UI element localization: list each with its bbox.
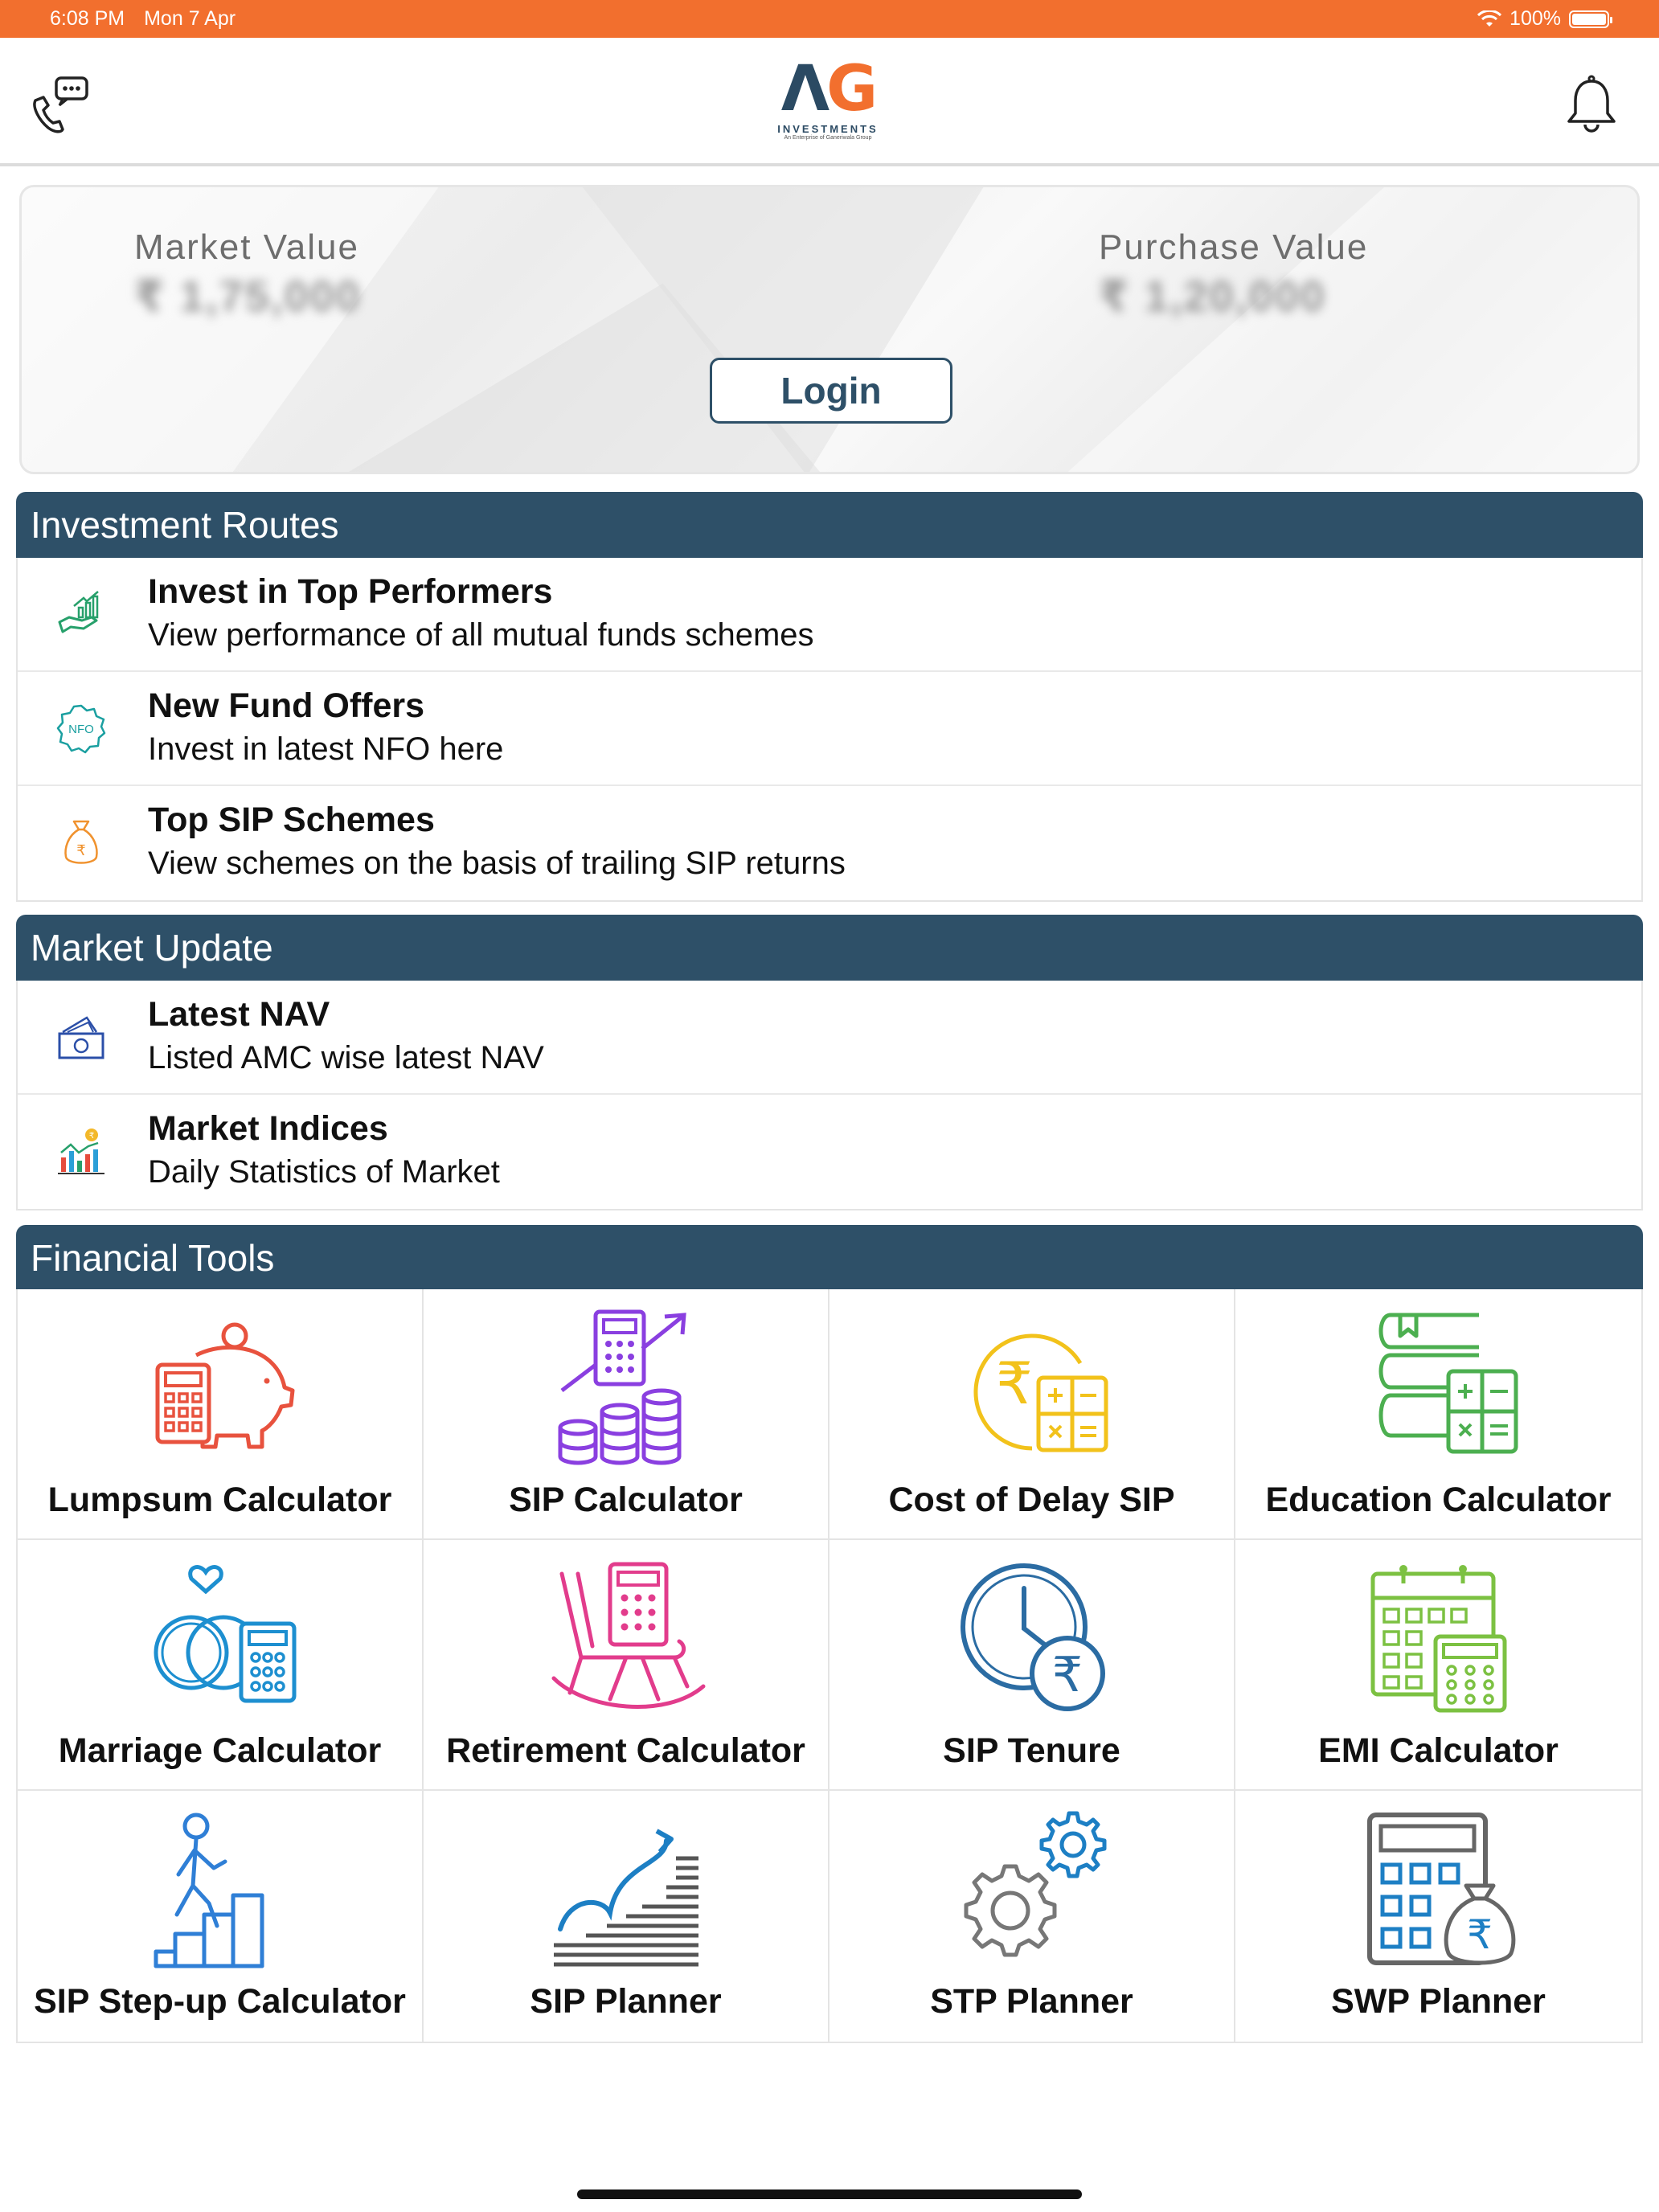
investment-routes-header: Investment Routes [16, 492, 1643, 558]
calendar-calculator-icon [1358, 1558, 1519, 1718]
portfolio-card [19, 185, 1640, 474]
list-item-subtitle: View performance of all mutual funds schemes [148, 617, 814, 653]
list-item-title: Top SIP Schemes [148, 801, 435, 839]
money-bag-icon [55, 817, 108, 870]
brand-logo [772, 55, 884, 152]
purchase-value-amount: ₹ 1,20,000 [1099, 272, 1326, 321]
app-header [0, 38, 1659, 166]
tool-education-calculator[interactable] [1235, 1289, 1641, 1540]
tool-label: SIP Tenure [943, 1731, 1120, 1770]
market-value-block [134, 227, 362, 322]
list-item-top-sip-schemes[interactable] [18, 786, 1641, 900]
svg-text:₹: ₹ [76, 842, 86, 859]
market-value-label: Market Value [134, 227, 359, 267]
tool-retirement-calculator[interactable] [424, 1540, 830, 1791]
tool-lumpsum-calculator[interactable] [18, 1289, 424, 1540]
login-button[interactable]: Login [710, 358, 952, 424]
rings-calculator-icon [140, 1558, 301, 1718]
list-item-title: New Fund Offers [148, 686, 425, 725]
purchase-value-label: Purchase Value [1099, 227, 1369, 267]
tool-sip-tenure[interactable] [830, 1540, 1235, 1791]
tool-label: Marriage Calculator [58, 1731, 382, 1770]
tool-emi-calculator[interactable] [1235, 1540, 1641, 1791]
list-item-subtitle: View schemes on the basis of trailing SIP returns [148, 846, 846, 881]
tool-sip-calculator[interactable] [424, 1289, 830, 1540]
logo-tagline: An Enterprise of Ganeriwala Group [784, 135, 872, 141]
tool-label: SIP Planner [530, 1982, 722, 2021]
tool-marriage-calculator[interactable] [18, 1540, 424, 1791]
investment-routes-list [16, 558, 1643, 902]
list-item-subtitle: Listed AMC wise latest NAV [148, 1040, 544, 1075]
svg-text:₹: ₹ [1466, 1911, 1493, 1958]
chat-phone-icon[interactable] [24, 72, 92, 139]
tool-sip-step-up-calculator[interactable] [18, 1791, 424, 2042]
tool-label: Retirement Calculator [446, 1731, 805, 1770]
rupee-calculator-icon [952, 1307, 1112, 1468]
tool-label: Cost of Delay SIP [888, 1481, 1175, 1519]
purchase-value-block [1099, 227, 1368, 322]
nfo-badge-icon [55, 703, 108, 756]
tool-label: SIP Calculator [509, 1481, 743, 1519]
market-update-header: Market Update [16, 915, 1643, 981]
wifi-icon [1477, 10, 1501, 28]
piggy-calculator-icon [140, 1307, 301, 1468]
list-item-new-fund-offers[interactable] [18, 672, 1641, 786]
svg-text:₹: ₹ [1051, 1647, 1083, 1703]
status-time: 6:08 PM [50, 7, 125, 30]
list-item-market-indices[interactable] [18, 1095, 1641, 1209]
financial-tools-header: Financial Tools [16, 1225, 1643, 1291]
logo-mark: ΛG [780, 53, 875, 125]
svg-text:₹: ₹ [995, 1350, 1033, 1417]
home-indicator[interactable] [577, 2189, 1082, 2199]
tool-label: Lumpsum Calculator [47, 1481, 392, 1519]
status-date: Mon 7 Apr [144, 7, 236, 30]
cash-icon [55, 1011, 108, 1064]
tool-cost-of-delay-sip[interactable] [830, 1289, 1235, 1540]
battery-icon [1569, 10, 1609, 28]
list-item-top-performers[interactable] [18, 558, 1641, 672]
status-bar [0, 0, 1659, 38]
rocking-chair-icon [546, 1558, 707, 1718]
list-item-title: Latest NAV [148, 995, 330, 1034]
tool-stp-planner[interactable] [830, 1791, 1235, 2042]
hand-growth-icon [55, 588, 108, 641]
financial-tools-grid [16, 1289, 1643, 2043]
tool-label: SIP Step-up Calculator [34, 1982, 406, 2021]
tool-swp-planner[interactable] [1235, 1791, 1641, 2042]
market-value-amount: ₹ 1,75,000 [134, 272, 362, 321]
market-update-list [16, 981, 1643, 1210]
list-item-subtitle: Daily Statistics of Market [148, 1154, 500, 1190]
svg-text:₹: ₹ [88, 1132, 95, 1141]
svg-text:NFO: NFO [68, 723, 94, 736]
tool-label: EMI Calculator [1318, 1731, 1559, 1770]
tool-label: SWP Planner [1331, 1982, 1546, 2021]
status-right [1477, 7, 1609, 31]
clock-rupee-icon [952, 1558, 1112, 1718]
calculator-coins-icon [546, 1307, 707, 1468]
bell-icon[interactable] [1558, 72, 1625, 139]
list-item-subtitle: Invest in latest NFO here [148, 731, 504, 767]
books-calculator-icon [1358, 1307, 1519, 1468]
bar-chart-icon [55, 1125, 108, 1178]
tool-sip-planner[interactable] [424, 1791, 830, 2042]
tool-label: Education Calculator [1265, 1481, 1612, 1519]
battery-percent: 100% [1509, 7, 1561, 30]
tool-label: STP Planner [930, 1982, 1133, 2021]
growth-stack-icon [546, 1809, 707, 1969]
list-item-title: Market Indices [148, 1109, 388, 1148]
logo-text: INVESTMENTS [777, 123, 879, 135]
list-item-latest-nav[interactable] [18, 981, 1641, 1095]
gears-icon [952, 1809, 1112, 1969]
list-item-title: Invest in Top Performers [148, 572, 553, 611]
stairs-person-icon [140, 1809, 301, 1969]
calculator-bag-icon [1358, 1809, 1519, 1969]
